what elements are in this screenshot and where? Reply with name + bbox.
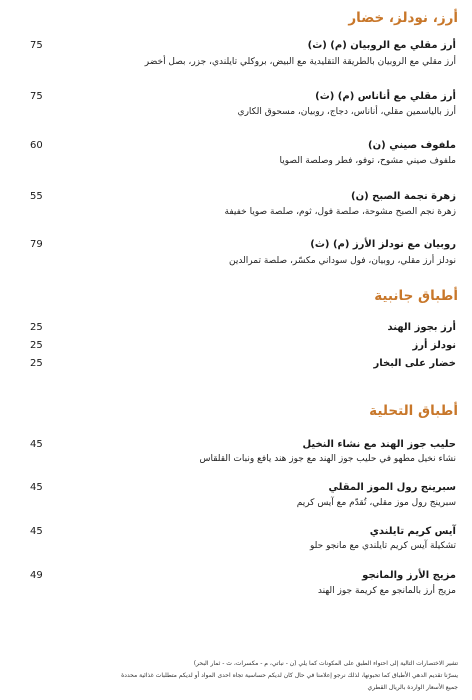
item-price: 55 <box>30 191 43 202</box>
item-price: 45 <box>30 526 43 537</box>
item-name: زهرة نجمة الصبح (ن) <box>351 191 456 202</box>
menu-item <box>30 526 456 551</box>
item-price: 75 <box>30 40 43 51</box>
menu-item <box>30 40 456 67</box>
item-price: 79 <box>30 239 43 250</box>
item-price: 60 <box>30 140 43 151</box>
item-price: 75 <box>30 91 43 102</box>
menu-item <box>30 322 456 338</box>
section-title-rice-noodles-vegetables: أرز، نودلز، خضار <box>348 10 458 26</box>
item-price: 45 <box>30 439 43 450</box>
item-name: سبرينج رول الموز المقلي <box>328 482 456 493</box>
footnote-abbreviations: تشير الاختصارات التالية إلى احتواء الطبق على المكونات كما يلي (ن - نباتي، م - مكسرات، ث - ثمار البحر) <box>193 660 458 667</box>
item-name: مزيج الأرز والمانجو <box>362 570 456 581</box>
section-title-side-dishes: أطباق جانبية <box>374 288 458 304</box>
item-description: نودلز أرز مقلي، روبيان، فول سوداني مكسّر، صلصة تمرالدين <box>228 256 456 266</box>
menu-item <box>30 482 456 508</box>
item-name: حليب جوز الهند مع نشاء النخيل <box>302 439 456 450</box>
item-description: أرز مقلي مع الروبيان بالطريقة التقليدية مع البيض، بروكلي تايلندي، جزر، بصل أخضر <box>144 57 456 67</box>
menu-item <box>30 340 456 356</box>
item-description: زهرة نجم الصبح مشوحة، صلصة فول، ثوم، صلصة صويا خفيفة <box>224 207 456 217</box>
item-name: أرز بجوز الهند <box>387 322 456 333</box>
item-price: 25 <box>30 340 43 351</box>
item-name: أرز مقلي مع أناناس (م) (ث) <box>315 91 456 102</box>
menu-item <box>30 91 456 117</box>
menu-item <box>30 439 456 464</box>
item-name: أرز مقلي مع الروبيان (م) (ث) <box>307 40 456 51</box>
item-description: أرز بالياسمين مقلي، أناناس، دجاج، روبيان، مسحوق الكاري <box>237 107 456 117</box>
item-price: 25 <box>30 358 43 369</box>
item-price: 45 <box>30 482 43 493</box>
footnote-prices: جميع الأسعار الواردة بالريال القطري <box>367 684 458 691</box>
item-description: تشكيلة آيس كريم تايلندي مع مانجو حلو <box>310 541 456 551</box>
item-name: روبيان مع نودلز الأرز (م) (ث) <box>310 239 456 250</box>
item-name: ملفوف صيني (ن) <box>368 140 456 151</box>
section-title-desserts: أطباق التحلية <box>369 403 458 419</box>
item-description: نشاء نخيل مطهو في حليب جوز الهند مع جوز هند يافع ونبات القلقاس <box>199 454 456 464</box>
menu-item <box>30 358 456 374</box>
item-description: ملفوف صيني مشوح، توفو، فطر وصلصة الصويا <box>279 156 456 166</box>
item-price: 49 <box>30 570 43 581</box>
item-name: خضار على البخار <box>373 358 456 369</box>
item-name: نودلز أرز <box>412 340 456 351</box>
item-name: آيس كريم تايلندي <box>369 526 456 537</box>
item-description: سبرينج رول موز مقلي، تُقدّم مع آيس كريم <box>296 498 456 508</box>
footnote-allergies: يسرّنا تقديم الدهي الأطباق كما تحبونها، لذلك نرجو إعلامنا في حال كان لديكم حساسية تجاه احدى المواد أو لديكم متطلبات غذائية محددة <box>121 672 458 679</box>
menu-item <box>30 140 456 166</box>
item-price: 25 <box>30 322 43 333</box>
menu-item <box>30 570 456 596</box>
menu-item <box>30 191 456 217</box>
item-description: مزيج أرز بالمانجو مع كريمة جوز الهند <box>317 586 456 596</box>
menu-item <box>30 239 456 266</box>
